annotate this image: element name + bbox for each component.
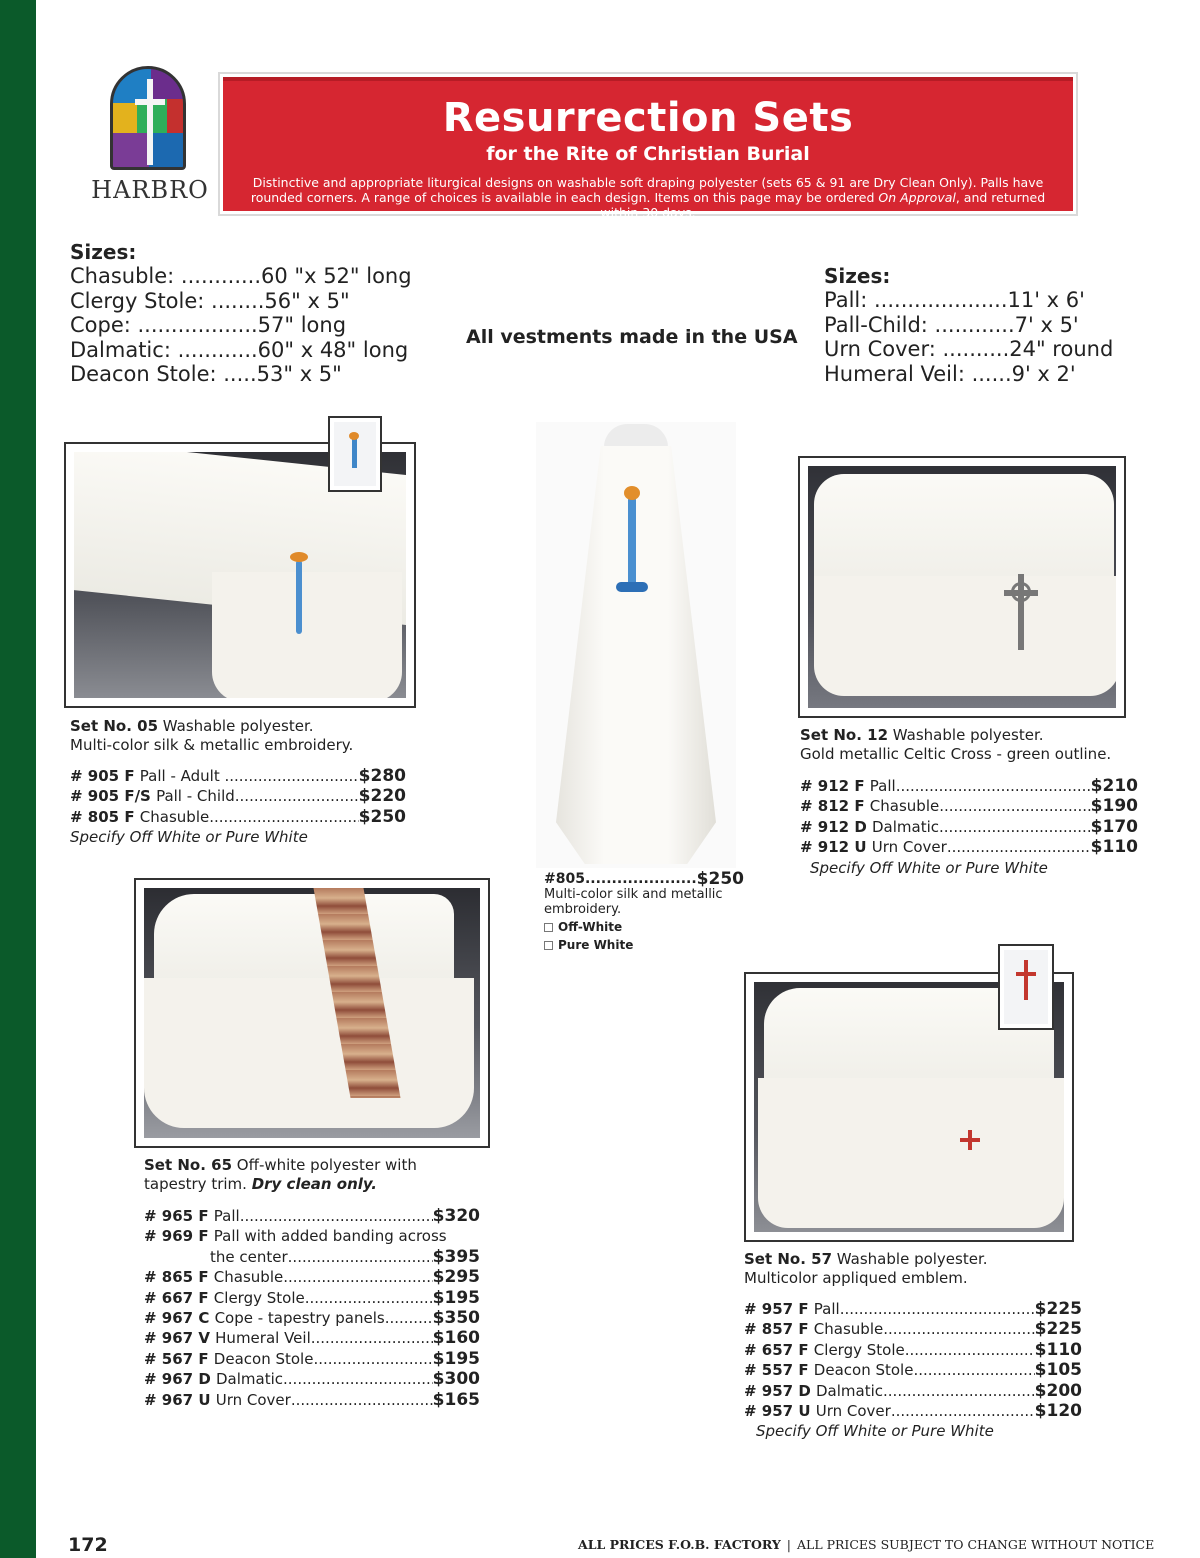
set05-caption: Set No. 05 Washable polyester. Multi-color silk & metallic embroidery. xyxy=(70,717,354,754)
size-row: Chasuble: ............60 "x 52" long xyxy=(70,264,412,288)
list-item: # 912 D Dalmatic ..... $170 xyxy=(800,817,1138,837)
set57-stole-inset xyxy=(998,944,1054,1030)
footer-notice: ALL PRICES F.O.B. FACTORY | ALL PRICES SUBJECT TO CHANGE WITHOUT NOTICE xyxy=(578,1537,1155,1552)
sizes-title: Sizes: xyxy=(824,264,891,288)
set12-price-list xyxy=(800,776,1138,878)
list-item: # 567 F Deacon Stole ..... $195 xyxy=(144,1349,480,1369)
list-item: # 967 V Humeral Veil ..... $160 xyxy=(144,1328,480,1348)
option-pure-white[interactable]: Pure White xyxy=(544,938,744,953)
sizes-title: Sizes: xyxy=(70,240,137,264)
set12-pall-photo xyxy=(798,456,1126,718)
size-row: Humeral Veil: ......9' x 2' xyxy=(824,361,1076,386)
list-item: # 557 F Deacon Stole ..... $105 xyxy=(744,1360,1082,1380)
list-item: # 965 F Pall ..... $320 xyxy=(144,1206,480,1226)
list-item: # 967 C Cope - tapestry panels ..... $350 xyxy=(144,1308,480,1328)
list-item: # 905 F Pall - Adult ..... $280 xyxy=(70,766,406,786)
color-note: Specify Off White or Pure White xyxy=(70,828,308,847)
flame-icon xyxy=(290,552,308,562)
list-item: # 957 D Dalmatic ..... $200 xyxy=(744,1381,1082,1401)
set12-caption: Set No. 12 Washable polyester. Gold metallic Celtic Cross - green outline. xyxy=(800,726,1112,763)
chasuble-805-caption: #805 ..... $250 Multi-color silk and metallic embroidery. Off-White Pure White xyxy=(544,872,744,953)
list-item: # 912 F Pall ..... $210 xyxy=(800,776,1138,796)
list-item: # 857 F Chasuble ..... $225 xyxy=(744,1319,1082,1339)
option-off-white[interactable]: Off-White xyxy=(544,920,744,935)
list-item: # 667 F Clergy Stole ..... $195 xyxy=(144,1288,480,1308)
flame-icon xyxy=(624,486,640,500)
list-item: # 805 F Chasuble ..... $250 xyxy=(70,807,406,827)
list-item: # 969 F Pall with added banding across xyxy=(144,1227,447,1246)
vestment-sizes xyxy=(70,240,412,387)
list-item: # 967 D Dalmatic ..... $300 xyxy=(144,1369,480,1389)
made-in-usa-note: All vestments made in the USA xyxy=(466,326,798,348)
set65-price-list xyxy=(144,1206,480,1410)
set57-price-list xyxy=(744,1299,1082,1442)
list-item: # 812 F Chasuble ..... $190 xyxy=(800,796,1138,816)
page-number: 172 xyxy=(68,1534,108,1556)
page-title: Resurrection Sets xyxy=(442,95,854,141)
pall-sizes xyxy=(824,264,1113,386)
size-row: Deacon Stole: .....53" x 5" xyxy=(70,362,342,386)
list-item: the center ..... $395 xyxy=(144,1247,480,1267)
size-row: Clergy Stole: ........56" x 5" xyxy=(70,288,350,313)
size-row: Pall: ....................11' x 6' xyxy=(824,288,1085,312)
checkbox-icon[interactable] xyxy=(544,941,553,950)
set57-caption: Set No. 57 Washable polyester. Multicolor appliqued emblem. xyxy=(744,1250,988,1287)
header-banner xyxy=(223,77,1073,220)
green-side-bar xyxy=(0,0,36,1558)
list-item: # 957 U Urn Cover ..... $120 xyxy=(744,1401,1082,1421)
page-subtitle: for the Rite of Christian Burial xyxy=(486,143,810,165)
checkbox-icon[interactable] xyxy=(544,923,553,932)
size-row: Pall-Child: ............7' x 5' xyxy=(824,312,1079,337)
set65-pall-photo xyxy=(134,878,490,1148)
list-item: # 967 U Urn Cover ..... $165 xyxy=(144,1390,480,1410)
size-row: Cope: ..................57" long xyxy=(70,313,347,337)
embroidery-icon xyxy=(628,496,636,592)
stained-glass-window-icon xyxy=(110,66,186,170)
size-row: Dalmatic: ............60" x 48" long xyxy=(70,337,409,362)
set05-stole-inset xyxy=(328,416,382,492)
harbro-logo xyxy=(88,66,212,212)
size-row: Urn Cover: ..........24" round xyxy=(824,337,1114,361)
color-note: Specify Off White or Pure White xyxy=(756,1422,994,1441)
set65-caption: Set No. 65 Off-white polyester with tapestry trim. Dry clean only. xyxy=(144,1156,417,1193)
header-banner-frame xyxy=(218,72,1078,220)
brand-name: HARBRO xyxy=(91,176,209,204)
set05-price-list xyxy=(70,766,406,848)
chasuble-805-photo xyxy=(536,422,736,868)
list-item: # 912 U Urn Cover ..... $110 xyxy=(800,837,1138,857)
banner-description: Distinctive and appropriate liturgical designs on washable soft draping polyester (sets 65 & 91 are Dry Clean Only). Palls have rounded corners. A range of choices is available in each design. Items on this page may be ordered On Approval, and returned within 30 days. xyxy=(250,175,1046,220)
list-item: # 657 F Clergy Stole ..... $110 xyxy=(744,1340,1082,1360)
list-item: # 957 F Pall ..... $225 xyxy=(744,1299,1082,1319)
color-note: Specify Off White or Pure White xyxy=(810,858,1048,877)
embroidery-icon xyxy=(296,560,302,634)
list-item: # 865 F Chasuble ..... $295 xyxy=(144,1267,480,1287)
list-item: # 905 F/S Pall - Child ..... $220 xyxy=(70,786,406,806)
